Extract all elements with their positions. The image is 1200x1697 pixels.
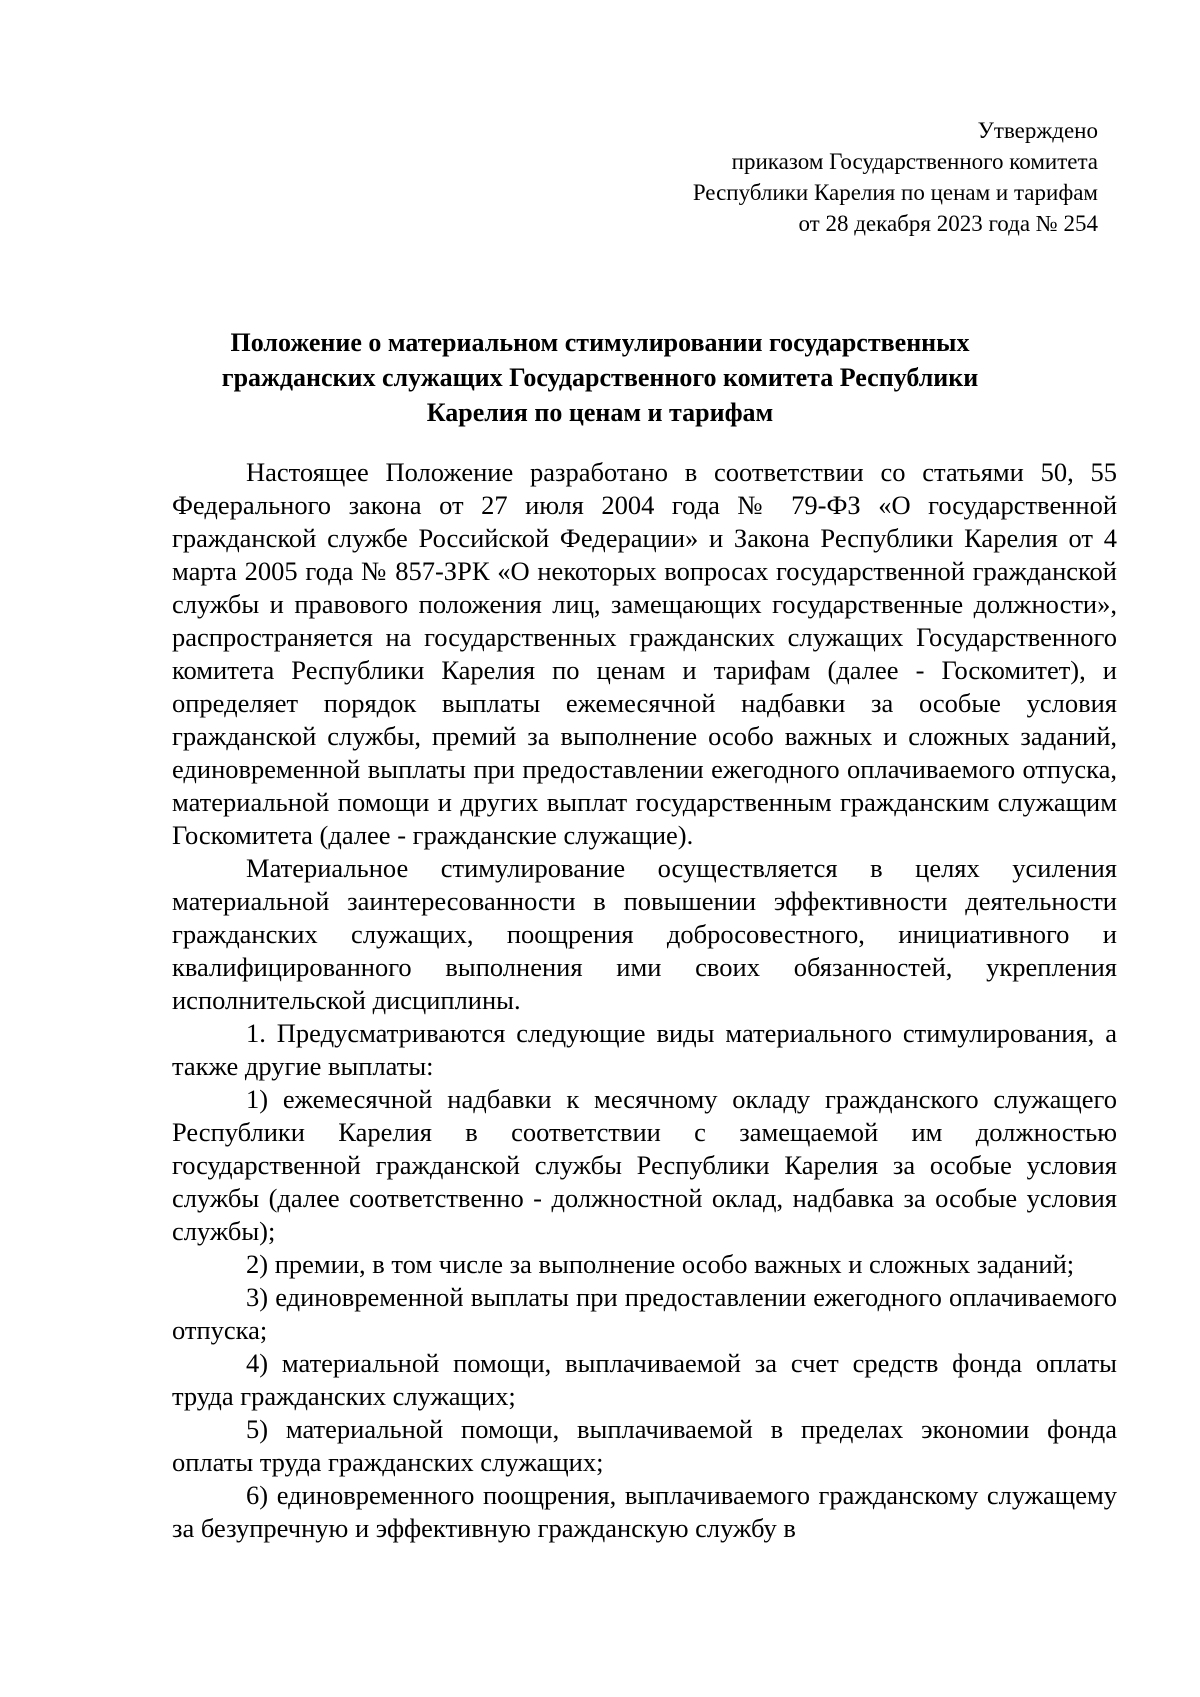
list-item-6: 6) единовременного поощрения, выплачиваемого гражданскому служащему за безупречную и эффективную гражданскую службу в — [172, 1480, 1117, 1543]
list-item-1: 1) ежемесячной надбавки к месячному окладу гражданского служащего Республики Карелия в соответствии с замещаемой им должностью государственной гражданской службы Республики Карелия за особые условия службы (далее соответственно - должностной оклад, надбавка за особые условия службы); — [172, 1084, 1117, 1246]
title-line-2: гражданских служащих Государственного комитета Республики — [221, 363, 979, 392]
paragraph-intro: Настоящее Положение разработано в соответствии со статьями 50, 55 Федерального закона от 27 июля 2004 года № 79-ФЗ «О государственной гражданской службе Российской Федерации» и Закона Республики Карелия от 4 марта 2005 года № 857-ЗРК «О некоторых вопросах государственной гражданской службы и правового положения лиц, замещающих государственные должности», распространяется на государственных гражданских служащих Государственного комитета Республики Карелия по ценам и тарифам (далее - Госкомитет), и определяет порядок выплаты ежемесячной надбавки за особые условия гражданской службы, премий за выполнение особо важных и сложных заданий, единовременной выплаты при предоставлении ежегодного оплачиваемого отпуска, материальной помощи и других выплат государственным гражданским служащим Госкомитета (далее - гражданские служащие). — [172, 457, 1117, 850]
list-item-5: 5) материальной помощи, выплачиваемой в пределах экономии фонда оплаты труда гражданских служащих; — [172, 1414, 1117, 1477]
approval-line-4: от 28 декабря 2023 года № 254 — [798, 211, 1098, 236]
document-title — [172, 325, 1028, 430]
list-item-3: 3) единовременной выплаты при предоставлении ежегодного оплачиваемого отпуска; — [172, 1282, 1117, 1345]
title-line-1: Положение о материальном стимулировании государственных — [230, 328, 970, 357]
approval-line-2: приказом Государственного комитета — [731, 149, 1098, 174]
approval-line-1: Утверждено — [977, 118, 1098, 143]
approval-line-3: Республики Карелия по ценам и тарифам — [692, 180, 1098, 205]
list-item-2: 2) премии, в том числе за выполнение особо важных и сложных заданий; — [246, 1249, 1075, 1279]
approval-block — [578, 115, 1098, 239]
document-body — [172, 456, 1117, 1545]
list-item-4: 4) материальной помощи, выплачиваемой за счет средств фонда оплаты труда гражданских служащих; — [172, 1348, 1117, 1411]
paragraph-section-1: 1. Предусматриваются следующие виды материального стимулирования, а также другие выплаты: — [172, 1018, 1117, 1081]
title-line-3: Карелия по ценам и тарифам — [426, 398, 774, 427]
paragraph-purpose: Материальное стимулирование осуществляется в целях усиления материальной заинтересованности в повышении эффективности деятельности гражданских служащих, поощрения добросовестного, инициативного и квалифицированного выполнения ими своих обязанностей, укрепления исполнительской дисциплины. — [172, 853, 1117, 1015]
